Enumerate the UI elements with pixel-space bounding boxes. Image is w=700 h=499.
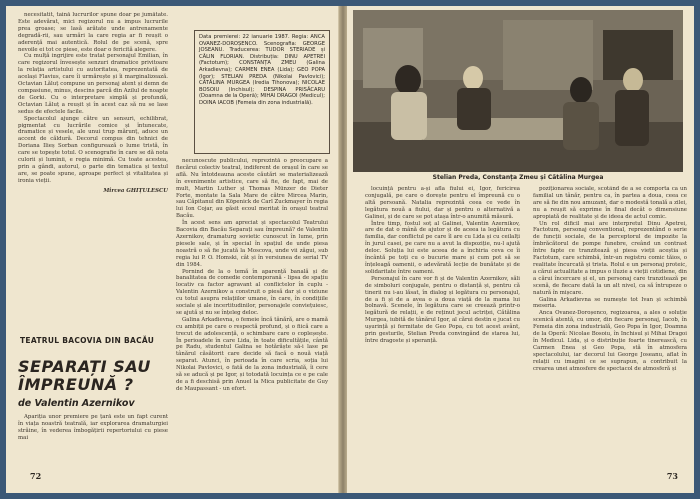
stage-photo-illustration [353, 10, 683, 172]
paragraph: poziționarea sociale, scotând de a se comporta ca un familial un tânăr, pentru ca, în partea a doua, ceea ce are să fie din nou amuzant, dar o modestă tonală a zilei, nu a reușit să exprime în final decât o dimensiune apropiată de realitate și de ideea de actul comic. [533, 186, 687, 220]
paragraph: Un rol dificil mai are interpretul Dinu Apetrei, Factotum, personaj conventional, reprezentând o serie de funcții sociale, de la perceptorul de impozite la îmbrăcătorul de pompe funebre, creând un contrast între fapte ce tranzitează și piesa vieții aceștia și Factotum, care schimbă, într-un registru comic tăios, o realitate încurcată și trista. Rolul e un personaj proteic, a cărui actualitate a impus o iluzie a vieții cotidiene, din a cărui încercare și el, un personaj care tranzitează pe scenă, de fiecare dată la un alt nivel, ca să întrupeze o natură în mișcare. [533, 220, 687, 296]
paragraph: locuință pentru a-și afla fiului ei, Igor, fericirea conjugală, pe care o dorește pentru el împreună cu o altă persoană. Natalia reprezintă ceea ce vede în legătura nouă a fiului, dar și pentru o alternativă a Galinei, și de care se pot atașa într-o anumită măsură. [365, 186, 520, 220]
right-column-2 [533, 186, 687, 461]
page-number-right: 73 [666, 471, 678, 481]
right-page [347, 6, 694, 493]
paragraph: Galina Arkadievna se numește tot Ivan și schimbă meseria. [533, 296, 687, 310]
paragraph: Cu mulță ingrijire este tratat personajul Emilian, în care regizorul învesește senzuri dramatice privitoare la relația artistului cu autoritatea, reprezentată de același Flavius, care îi urmărește și îi marginalizează. Octavian Lăluț compune un personaj atent și demn de compasiune, minus, descins parcă din Azilul de noapte de Gorki. Cu o interpretare simplă și profundă, Octavian Lăluț a reușit și în acest caz să nu se lase sedus de efectele facile. [18, 53, 168, 115]
paragraph: Spectacolul ajunge către un sensuri, echilibrat, pigmentat cu lucrările comice și întunecate, dramatice și vesele, ale unui trup mărunț, aduce un accent de căldură. Decorul compus din tehnici de Doriana Ilieș Sorban configurează o lume tristă, în care se topește totul. O scenografie în care se dă nota culorii și luminii, e regia minimă. Cu toate acestea, prin a gândi, autorul, o parte din tematica și textul are, se poate spune, aproape perfect și vitalitatea și ironia vieții. [18, 115, 168, 184]
left-column-1 [18, 12, 168, 330]
paragraph: necunoscute publicului, reprezintă o preocupare a fiecărui colectiv teatral, indiferent de orașul în care se află. Nu întotdeauna aceste căutări se materializează în evenimente artistice, care să fie, de fapt, mai de mult, Martin Luther și Thomas Münzer de Dieter Forte, montate la Sala Mare de către Mircea Marin, sau Căpitanul din Köpenick de Carl Zuckmayer în regia lui Ion Cojar, au găsit ecoul meritat în orașul teatral Bacău. [176, 158, 328, 220]
paragraph: Între timp, fostul soț al Galinei, Valentin Azernikov, are de dat o mână de ajutor și de aceea ia legătura cu familia, dar conflictul pe care îl are cu Lida și cu ceilalți în jurul casei, pe care nu a avut la dispoziție, nu-l ajută deloc. Soluția lui este aceea de a închiria ceva ce îi încântă pe toți cu o bucurie mare și cum pot să se înțeleagă oamenii, o adevărată lecție de bunătate și de solidaritate între oameni. [365, 220, 520, 275]
right-column-1 [365, 186, 520, 461]
paragraph: Anca Ovanez-Doroșenco, regizoarea, a ales o soluție scenică atentă, cu umor, din fiecare personaj, Iacob, în Femeia din zona industrială, Geo Popa în Igor, Doamna de la Operă: Nicolae Bosoiu, în Inchisul și Mihai Dragoi în Medicul. Lida, și o distribuție foarte tinerească, cu Carmen Enea și Geo Popa, stă în atmosfera spectacolului, iar decorul lui George Joseanu, aflat în relații cu imagini ce se suprapun, a contribuit la crearea unei atmosfere de spectacol de atmosferă și [533, 310, 687, 372]
left-column-2 [176, 158, 328, 458]
paragraph: În acest sens am apreciat și spectacolul Teatrului Bacovia din Bacău Separați sau împreună? de Valentin Azernikov, dramaturg sovietic cunoscut în lume, prin piesele sale, și în special în spațiul de unde piesa noastră o să fie jucată la Moscova, unde vii zăgui, sub regia lui P. O. Homski, cât și în versiunea de serial TV din 1984. [176, 220, 328, 268]
paragraph: Personajul în care vor fi și de Valentin Azernikov, săli de simboluri conjugale, pentru o distanță și, pentru că tinerii nu i-au lăsat, în dialog și legătura cu personajul, de a fi și de a avea o a doua viață de la mama lui bolnavă. Scenele, în legătura care se creează printr-o legătură de relații, e de reținut jocul actriței, Cătălina Murgea, iubită de tânărul Igor, al cărui destin e jucat cu ușurință și fermitate de Geo Popa, cu tot acest avânt, prin gesturile, Stelian Preda convingând de starea lui, între dragoste și speranță. [365, 275, 520, 344]
paragraph: necesitatit, taină lucrurilor spune doar pe jumătate. Este adevărat, mici regizorul nu a impus lucrurile prea groase; se lasă arătate unde antrenamente degradă-rii, sau urmări la care regia ar fi reușit o aderență mai autentică. Rolul de pe scenă, spre nevoile ei tot ce piese, este doar o fericită alegere. [18, 12, 168, 53]
theater-name: TEATRUL BACOVIA DIN BACĂU [20, 336, 155, 345]
paragraph: Apariția unor premiere pe țară este un fapt curent în viața noastră teatrală, iar explorarea dramaturgiei străine, în vederea îmbogățirii repertoriului cu piese mai [18, 414, 168, 441]
page-number-left: 72 [30, 471, 42, 481]
paragraph: Galina Arkadievna, o femeie încă tânără, are o mamă cu ambiții pe care o respectă profund, și o fiică care a trecut de adolescență, o schimbare care o copleșește. În perioadele în care Lida, în toate dificultățile, cântă pe Radu, studentul Galina se hotărăște să-i lase pe tânărul căsătorit care decide să facă o nouă viață separat. Atunci, în perioada în care scria, soția lui Nikolai Pavlovici, o fată de la zona industrială, îi cere să se aducă și pe Igor, și totodată locuința ce e pe cale de a fi deschisă prin Anuel la Mica publicitate de Guy de Maupassant - un efort. [176, 316, 328, 392]
author-signature: Mircea GHIȚULESCU [103, 187, 168, 194]
paragraph: Pornind de la o temă în aparență banală și de banalitatea de comedie contemporană - lipsa de spațiu locativ ca factor agravant al conflictelor în cuplu - Valentin Azernikov a construit o piesă dar și o viziune cu totul asupra relațiilor umane, în care, în condițiile sociale și ale incertitudinilor, personajele conviețuiesc, se ajută și nu se înțeleg deloc. [176, 268, 328, 316]
left-page [6, 6, 339, 493]
premiere-info-box: Data premierei: 22 ianuarie 1987. Regia: ANCA OVANEZ-DOROȘENCO. Scenografia: GEORGE JOSEANU. Traducerea: TUDOR STERIADE și CĂLIN FLORIAN. Distribuția: DINU APETREI (Factotum); CONSTANȚA ZMEU (Galina Arkadievna); CARMEN ENEA (Lida); GEO POPA (Igor); STELIAN PREDA (Nikolai Pavlovici); CĂTĂLINA MURGEA (Iredia Tihonova); NICOLAE BOSOIU (Inchisul); DESPINA PRISĂCARU (Doamna de la Operă); MIHAI DRAGOI (Medicul); DOINA IACOB (Femeia din zona industrială). [194, 30, 330, 154]
article-headline: SEPARAȚI SAU ÎMPREUNĂ ? [18, 357, 151, 394]
article-byline: de Valentin Azernikov [18, 398, 135, 409]
stage-photo [353, 10, 683, 172]
book-gutter [339, 6, 347, 493]
left-column-3 [18, 414, 168, 476]
photo-caption: Stelian Preda, Constanța Zmeu și Cătălina Murgea [432, 174, 604, 181]
